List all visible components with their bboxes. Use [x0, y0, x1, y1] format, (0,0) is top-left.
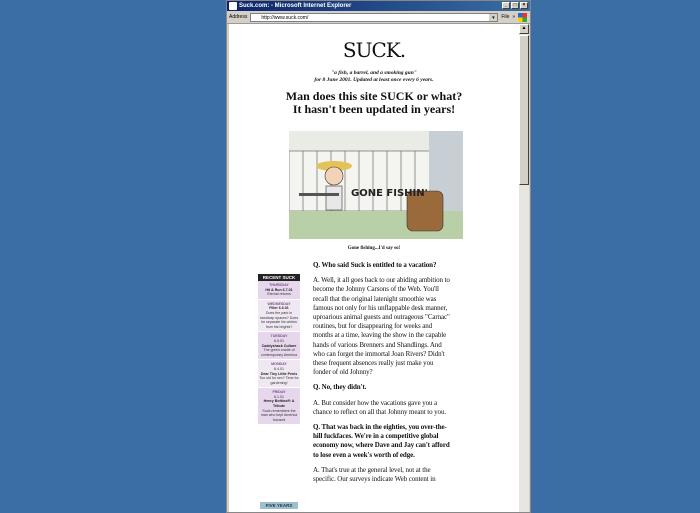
item-title: Dear Tiny Little Penis — [260, 371, 298, 376]
sidebar-item[interactable] — [258, 360, 300, 388]
item-title: Caddyshack Culture — [261, 343, 297, 348]
item-desc: Suck remembers the man who kept America focused — [260, 408, 298, 422]
sidebar-item[interactable] — [258, 300, 300, 333]
sidebar-item[interactable] — [258, 388, 300, 425]
gone-fishing-cartoon — [289, 131, 463, 239]
five-years-link[interactable]: FIVE YEARS — [260, 502, 298, 509]
address-dropdown-icon[interactable]: ▾ — [489, 14, 497, 21]
item-day: THURSDAY — [269, 283, 289, 287]
item-date: 6.5.01 — [274, 338, 284, 343]
item-desc: Does the park in handicap spaces? Does he separate his whites from his brights? — [259, 310, 299, 329]
file-menu[interactable]: File — [501, 14, 510, 20]
window-title: Suck.com: - Microsoft Internet Explorer — [239, 3, 352, 9]
item-date: 6.1.01 — [274, 394, 284, 399]
tagline: "a fish, a barrel, and a smoking gun" for 8 June 2001. Updated at least once every 6 years. — [314, 70, 434, 83]
recent-suck-heading: RECENT SUCK — [258, 274, 300, 281]
item-date: 6.4.01 — [274, 366, 284, 371]
gone-fishin-text: GONE FISHIN' — [351, 188, 428, 199]
item-day: FRIDAY — [272, 390, 286, 395]
close-button[interactable]: × — [520, 2, 528, 9]
maximize-button[interactable]: □ — [511, 2, 519, 9]
item-title: Hit & Run 6.7.01 — [265, 287, 293, 292]
item-day: WEDNESDAY — [267, 301, 291, 306]
image-caption: Gone fishing...I'd say so! — [347, 246, 401, 251]
item-desc: Too old for sex? Time for gardening! — [259, 376, 299, 385]
headline: Man does this site SUCK or what? It hasn't been updated in years! — [285, 89, 463, 116]
title-bar — [227, 1, 530, 11]
page-content — [229, 24, 519, 512]
item-title: Filler 6.6.01 — [269, 306, 289, 311]
answer: A. But consider how the vacations gave you a chance to reflect on all that Johnny meant to you. — [313, 398, 447, 416]
more-chevron-icon[interactable]: » — [512, 14, 516, 20]
vertical-scrollbar[interactable] — [519, 24, 529, 512]
url-text: http://www.suck.com/ — [261, 14, 309, 21]
answer: A. That's true at the general level, not at the specific. Our surveys indicate Web content in — [313, 465, 436, 484]
windows-logo-icon — [518, 13, 527, 22]
question: Q. No, they didn't. — [313, 383, 367, 392]
address-label: Address — [229, 14, 248, 20]
item-desc: The green cradle of contemporary America — [261, 348, 297, 357]
sidebar-item[interactable] — [258, 281, 300, 300]
suck-logo[interactable]: SUCK. — [342, 38, 406, 62]
browser-window — [226, 0, 531, 513]
scroll-up-icon[interactable]: ▲ — [519, 24, 529, 34]
item-title: Henry Bottinoff: A Tribute — [263, 399, 295, 409]
item-day: TUESDAY — [270, 334, 288, 339]
address-input[interactable] — [250, 13, 498, 22]
answer: A. Well, it all goes back to our abiding ambition to become the Johnny Carsons of the Web. You'll recall that the original latenight smoothie was famous not only for his unflappable desk manner, uproarious animal guests and outrageous "Carnac" routines, but for disappearing for weeks and months at a time, leaving the show in the capable hands of various Brenners and Shandlings. And who can forget the immortal Joan Rivers? Didn't these frequent absences really just make you fonder of old Johnny? — [313, 276, 450, 377]
question: Q. Who said Suck is entitled to a vacation? — [313, 261, 437, 269]
recent-suck-sidebar — [258, 274, 300, 508]
item-day: MONDAY — [271, 362, 287, 367]
item-desc: Eternal returns — [267, 292, 291, 297]
minimize-button[interactable]: _ — [502, 2, 510, 9]
article-body — [313, 261, 451, 490]
ie-icon — [229, 2, 237, 10]
sidebar-item[interactable] — [258, 332, 300, 360]
address-bar — [227, 11, 530, 24]
scroll-thumb[interactable] — [519, 35, 529, 185]
question: Q. That was back in the eighties, you over-the-hill fuckfaces. We're in a competitive global economy now, where Dave and Jay can't afford to lose even a week's worth of edge. — [313, 423, 450, 459]
